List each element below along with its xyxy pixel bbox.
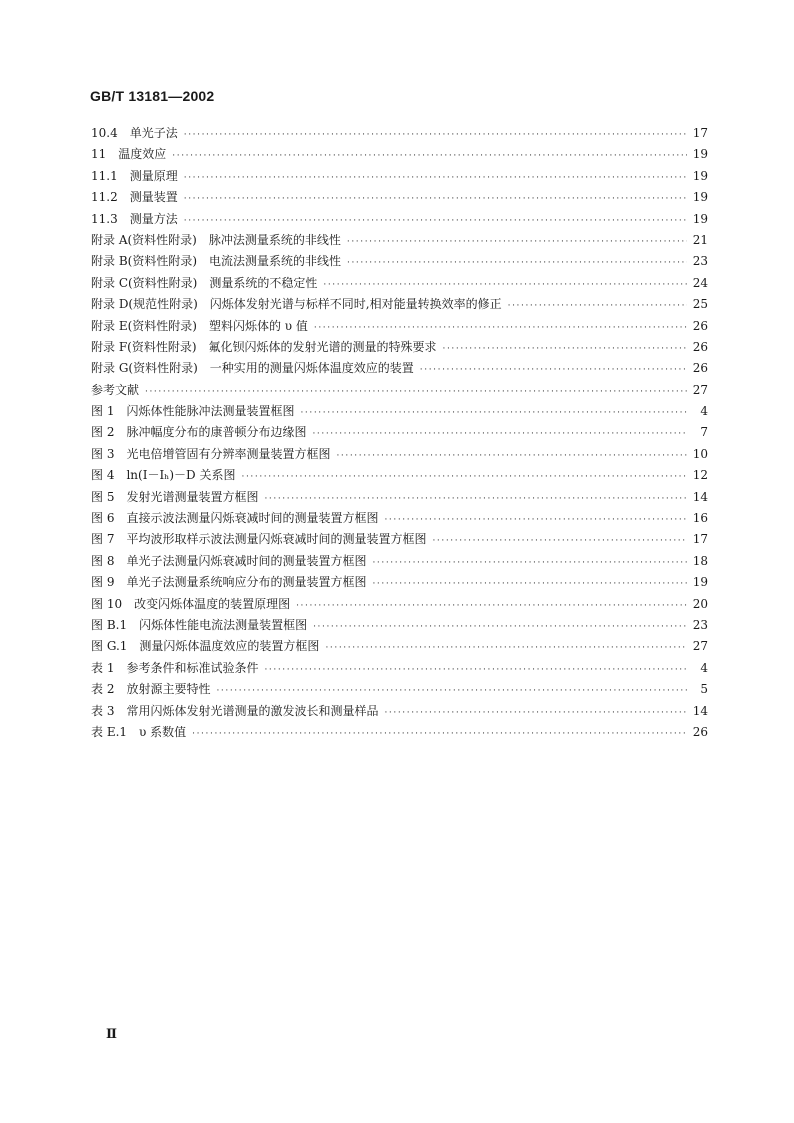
toc-entry[interactable] — [91, 294, 708, 315]
toc-leader-dots — [216, 681, 688, 700]
toc-leader-dots — [184, 125, 687, 144]
toc-leader-dots — [384, 510, 686, 529]
toc-entry-label: 表 E.1 υ 系数值 — [91, 724, 187, 739]
toc-entry-label: 图 6 直接示波法测量闪烁衰减时间的测量装置方框图 — [91, 511, 379, 526]
toc-entry-page: 4 — [700, 404, 708, 419]
toc-entry-label: 图 2 脉冲幅度分布的康普顿分布边缘图 — [91, 425, 307, 440]
toc-entry-label: 附录 D(规范性附录) 闪烁体发射光谱与标样不同时,相对能量转换效率的修正 — [91, 297, 502, 312]
toc-leader-dots — [372, 553, 686, 572]
toc-entry[interactable] — [91, 401, 708, 422]
toc-entry-page: 27 — [692, 382, 708, 397]
toc-leader-dots — [312, 424, 688, 443]
toc-entry-label: 图 10 改变闪烁体温度的装置原理图 — [91, 596, 291, 611]
toc-entry[interactable] — [91, 508, 708, 529]
toc-entry-label: 图 7 平均波形取样示波法测量闪烁衰减时间的测量装置方框图 — [91, 532, 427, 547]
toc-entry-page: 19 — [692, 168, 708, 183]
toc-entry-page: 4 — [700, 660, 708, 675]
toc-entry-page: 7 — [700, 425, 708, 440]
toc-leader-dots — [184, 189, 687, 208]
toc-entry[interactable] — [91, 594, 708, 615]
toc-entry[interactable] — [91, 166, 708, 187]
toc-entry-label: 图 G.1 测量闪烁体温度效应的装置方框图 — [91, 639, 320, 654]
toc-entry[interactable] — [91, 144, 708, 165]
toc-entry-label: 11 温度效应 — [91, 147, 167, 162]
toc-entry[interactable] — [91, 422, 708, 443]
toc-entry[interactable] — [91, 316, 708, 337]
toc-entry-label: 表 2 放射源主要特性 — [91, 682, 211, 697]
toc-entry[interactable] — [91, 251, 708, 272]
toc-entry-page: 20 — [692, 596, 708, 611]
toc-entry[interactable] — [91, 529, 708, 550]
toc-entry-label: 附录 E(资料性附录) 塑料闪烁体的 υ 值 — [91, 318, 308, 333]
toc-leader-dots — [172, 146, 686, 165]
toc-leader-dots — [384, 703, 686, 722]
toc-entry-page: 14 — [692, 703, 708, 718]
toc-entry[interactable] — [91, 209, 708, 230]
toc-entry-page: 25 — [692, 297, 708, 312]
toc-leader-dots — [313, 617, 687, 636]
toc-entry-label: 附录 B(资料性附录) 电流法测量系统的非线性 — [91, 254, 341, 269]
toc-entry[interactable] — [91, 658, 708, 679]
toc-leader-dots — [347, 253, 687, 272]
toc-entry[interactable] — [91, 487, 708, 508]
toc-entry[interactable] — [91, 230, 708, 251]
toc-entry[interactable] — [91, 444, 708, 465]
toc-entry-page: 26 — [692, 361, 708, 376]
toc-leader-dots — [314, 318, 687, 337]
toc-entry[interactable] — [91, 551, 708, 572]
toc-entry[interactable] — [91, 701, 708, 722]
toc-entry-page: 19 — [692, 211, 708, 226]
toc-entry-label: 图 4 ln(I－Iₕ)－D 关系图 — [91, 468, 236, 483]
toc-entry[interactable] — [91, 273, 708, 294]
toc-leader-dots — [192, 724, 687, 743]
toc-leader-dots — [184, 168, 687, 187]
toc-entry-label: 10.4 单光子法 — [91, 126, 178, 140]
toc-entry-page: 24 — [692, 275, 708, 290]
toc-entry-page: 19 — [692, 190, 708, 205]
toc-leader-dots — [323, 275, 686, 294]
toc-entry-page: 19 — [692, 147, 708, 162]
toc-entry-page: 12 — [692, 468, 708, 483]
toc-entry-page: 26 — [692, 339, 708, 354]
toc-entry-label: 图 3 光电倍增管固有分辨率测量装置方框图 — [91, 446, 331, 461]
toc-leader-dots — [300, 403, 688, 422]
toc-entry[interactable] — [91, 636, 708, 657]
toc-entry-page: 27 — [692, 639, 708, 654]
toc-entry-label: 11.3 测量方法 — [91, 211, 178, 226]
toc-entry[interactable] — [91, 337, 708, 358]
toc-leader-dots — [432, 531, 686, 550]
toc-entry-label: 表 3 常用闪烁体发射光谱测量的激发波长和测量样品 — [91, 703, 379, 718]
toc-entry-page: 17 — [692, 532, 708, 547]
toc-leader-dots — [145, 382, 687, 401]
toc-entry-page: 18 — [692, 553, 708, 568]
toc-entry-page: 19 — [692, 575, 708, 590]
toc-entry-page: 26 — [692, 724, 708, 739]
toc-entry[interactable] — [91, 679, 708, 700]
toc-entry-label: 11.1 测量原理 — [91, 168, 178, 183]
toc-leader-dots — [336, 446, 686, 465]
toc-leader-dots — [443, 339, 687, 358]
toc-entry-page: 16 — [692, 511, 708, 526]
toc-entry-label: 图 B.1 闪烁体性能电流法测量装置框图 — [91, 617, 308, 632]
toc-leader-dots — [347, 232, 687, 251]
toc-entry-label: 表 1 参考条件和标准试验条件 — [91, 660, 259, 675]
toc-entry-label: 附录 C(资料性附录) 测量系统的不稳定性 — [91, 275, 318, 290]
toc-entry-label: 参考文献 — [91, 382, 140, 397]
toc-entry[interactable] — [91, 380, 708, 401]
toc-leader-dots — [264, 489, 686, 508]
toc-entry-label: 附录 G(资料性附录) 一种实用的测量闪烁体温度效应的装置 — [91, 361, 414, 376]
toc-entry[interactable] — [91, 615, 708, 636]
toc-entry-label: 11.2 测量装置 — [91, 190, 178, 205]
toc-entry-page: 14 — [692, 489, 708, 504]
toc-entry-label: 图 5 发射光谱测量装置方框图 — [91, 489, 259, 504]
toc-entry[interactable] — [91, 465, 708, 486]
toc-entry-page: 10 — [692, 446, 708, 461]
toc-entry-page: 21 — [692, 232, 708, 247]
toc-entry-page: 5 — [700, 682, 708, 697]
document-code: GB/T 13181—2002 — [90, 88, 215, 104]
toc-leader-dots — [325, 638, 686, 657]
page-number: Ⅱ — [106, 1027, 117, 1042]
toc-leader-dots — [508, 296, 687, 315]
toc-entry-page: 17 — [692, 126, 708, 140]
toc-leader-dots — [296, 596, 687, 615]
toc-entry-label: 图 8 单光子法测量闪烁衰减时间的测量装置方框图 — [91, 553, 367, 568]
toc-entry[interactable] — [91, 572, 708, 593]
table-of-contents — [91, 123, 708, 743]
toc-entry-label: 图 1 闪烁体性能脉冲法测量装置框图 — [91, 404, 295, 419]
toc-entry[interactable] — [91, 187, 708, 208]
toc-entry[interactable] — [91, 123, 708, 144]
toc-entry-label: 附录 A(资料性附录) 脉冲法测量系统的非线性 — [91, 232, 341, 247]
toc-entry[interactable] — [91, 358, 708, 379]
toc-leader-dots — [264, 660, 688, 679]
toc-entry-label: 图 9 单光子法测量系统响应分布的测量装置方框图 — [91, 575, 367, 590]
toc-entry-label: 附录 F(资料性附录) 氟化钡闪烁体的发射光谱的测量的特殊要求 — [91, 339, 437, 354]
toc-entry-page: 23 — [692, 617, 708, 632]
toc-entry-page: 26 — [692, 318, 708, 333]
toc-leader-dots — [372, 574, 686, 593]
toc-leader-dots — [184, 211, 687, 230]
toc-leader-dots — [420, 360, 687, 379]
toc-entry-page: 23 — [692, 254, 708, 269]
toc-leader-dots — [242, 467, 687, 486]
toc-entry[interactable] — [91, 722, 708, 743]
